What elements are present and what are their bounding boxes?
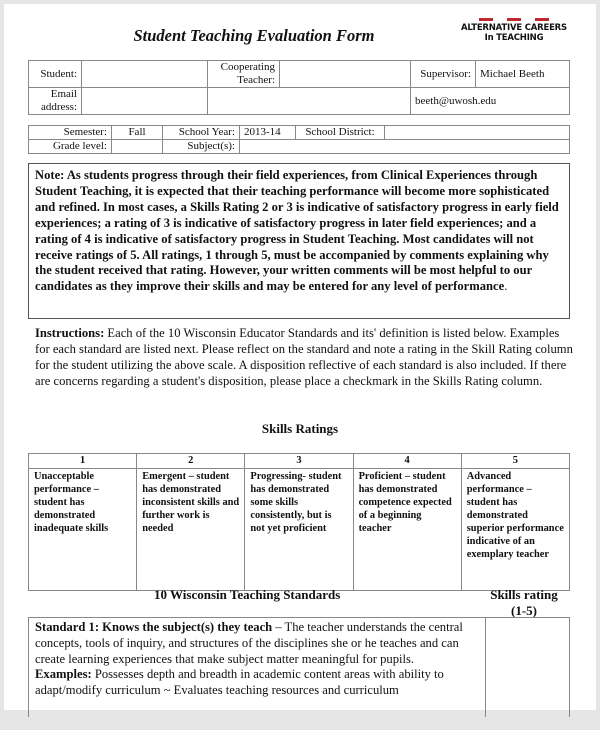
school-district-label: School District: <box>296 126 385 140</box>
rating-description: Unacceptable performance – student has demonstrated inadequate skills <box>29 469 137 591</box>
note-end: . <box>504 279 508 294</box>
email-field[interactable] <box>82 88 208 115</box>
standard-1-description: – The teacher understands the central concepts, tools of inquiry, and structures of the disciplines she or he teaches and can create learning experiences that make subject matter meaningful for pupils. <box>35 620 463 666</box>
supervisor-value: Michael Beeth <box>476 61 570 88</box>
subjects-label: Subject(s): <box>163 140 240 154</box>
ratings-table <box>28 453 570 591</box>
coop-teacher-field[interactable] <box>280 61 411 88</box>
info-table <box>28 60 570 115</box>
grade-level-field[interactable] <box>112 140 163 154</box>
instructions-text: Each of the 10 Wisconsin Educator Standards and its' definition is listed below. Examples for each standard are listed next. Please reflect on the standard and note a rating in the Skill Rating column for the student utilizing the above scale. A disposition reflective of each standard is also included. If there are concerns regarding a student's disposition, please place a checkmark in the Skills Rating column. <box>35 326 573 388</box>
note-text: Note: As students progress through their field experiences, from Clinical Experiences through Student Teaching, it is expected that their teaching performance will become more sophisticated and refined. In most cases, a Skills Rating 2 or 3 is indicative of satisfactory progress in early field experiences; a rating of 3 is indicative of satisfactory progress in later field experiences; and a rating of 4 is indicative of satisfactory progress in Student Teaching. Most candidates will not receive ratings of 5. All ratings, 1 through 5, must be accompanied by comments explaining why the student received that rating. However, your written comments will be most helpful to our candidates as they improve their skills and may be entered for any level of performance <box>35 168 559 294</box>
skills-rating-column-heading: Skills rating (1-5) <box>490 587 558 618</box>
standard-1-row <box>28 617 570 717</box>
rating-number: 2 <box>137 454 245 469</box>
rating-number: 4 <box>353 454 461 469</box>
skills-ratings-heading: Skills Ratings <box>261 421 339 436</box>
logo-line2: In TEACHING <box>484 33 544 43</box>
rating-number: 5 <box>461 454 569 469</box>
rating-description: Emergent – student has demonstrated inconsistent skills and further work is needed <box>137 469 245 591</box>
grade-level-label: Grade level: <box>29 140 112 154</box>
document-page <box>4 4 596 710</box>
school-district-field[interactable] <box>385 126 570 140</box>
standard-1-examples: Possesses depth and breadth in academic content areas with ability to adapt/modify curriculum ~ Evaluates teaching resources and curriculum <box>35 667 444 698</box>
note-box <box>28 163 570 319</box>
standard-1-rating-field[interactable] <box>486 618 570 718</box>
school-year-label: School Year: <box>163 126 240 140</box>
instructions <box>35 326 575 390</box>
standard-1-title: Standard 1: Knows the subject(s) they teach <box>35 620 273 634</box>
school-year-value: 2013-14 <box>240 126 296 140</box>
logo <box>444 18 584 43</box>
subjects-field[interactable] <box>240 140 570 154</box>
examples-label: Examples: <box>35 667 92 682</box>
coop-email-field[interactable] <box>208 88 411 115</box>
instructions-label: Instructions: <box>35 326 105 340</box>
rating-number: 3 <box>245 454 353 469</box>
supervisor-email: beeth@uwosh.edu <box>411 88 570 115</box>
page-title: Student Teaching Evaluation Form <box>133 26 375 45</box>
rating-number: 1 <box>29 454 137 469</box>
school-table <box>28 125 570 154</box>
student-label: Student: <box>29 61 82 88</box>
rating-description: Advanced performance – student has demonstrated superior performance indicative of an exemplary teacher <box>461 469 569 591</box>
logo-line1: ALTERNATIVE CAREERS <box>461 23 567 33</box>
rating-description: Proficient – student has demonstrated competence expected of a beginning teacher <box>353 469 461 591</box>
semester-label: Semester: <box>29 126 112 140</box>
email-label: Email address: <box>29 88 82 115</box>
semester-value: Fall <box>112 126 163 140</box>
supervisor-label: Supervisor: <box>411 61 476 88</box>
student-field[interactable] <box>82 61 208 88</box>
rating-description: Progressing- student has demonstrated some skills consistently, but is not yet proficient <box>245 469 353 591</box>
coop-teacher-label: Cooperating Teacher: <box>208 61 280 88</box>
standard-1-text <box>35 620 483 699</box>
standards-heading: 10 Wisconsin Teaching Standards <box>154 587 341 602</box>
